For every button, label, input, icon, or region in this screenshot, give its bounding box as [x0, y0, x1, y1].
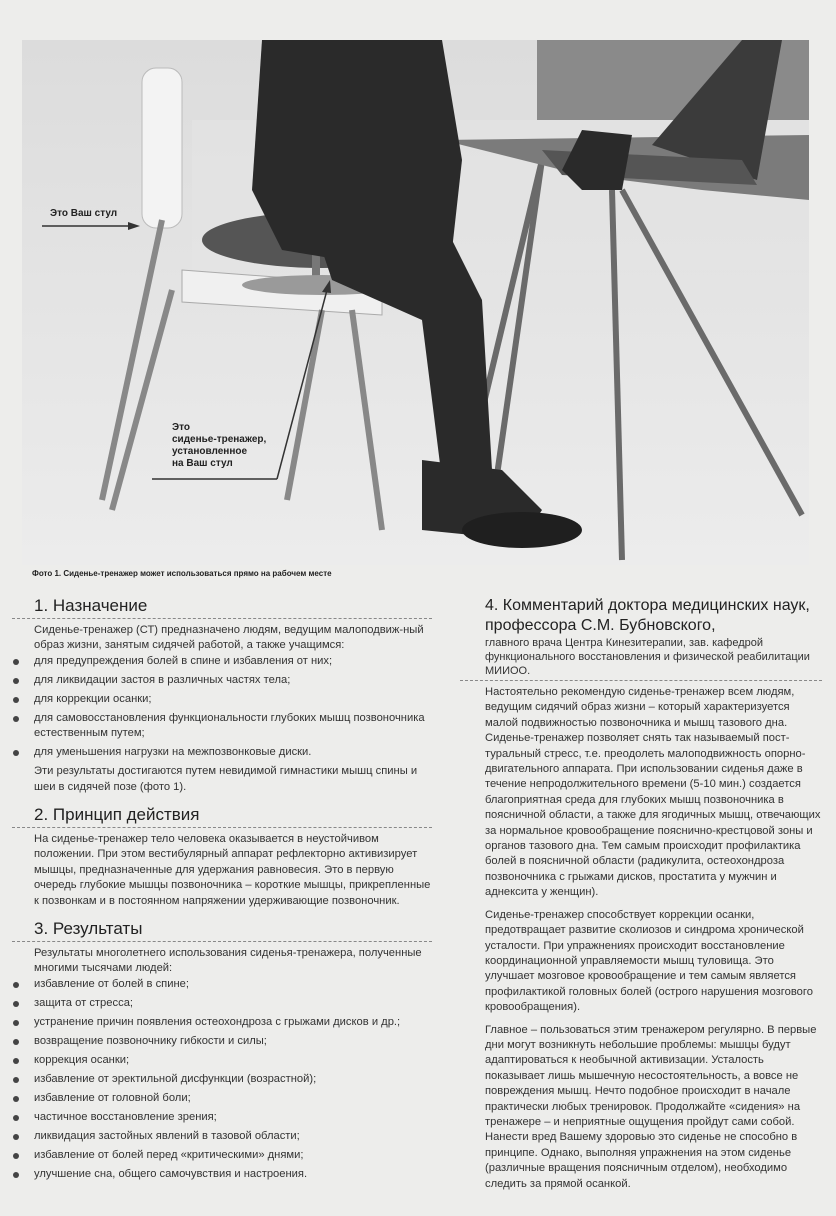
section-title: 3. Результаты [34, 919, 143, 939]
list-item: для уменьшения нагрузки на межпозвонковые диски. [12, 745, 432, 760]
list-item: ликвидация застойных явлений в тазовой области; [12, 1129, 432, 1144]
label-your-chair: Это Ваш стул [50, 208, 118, 219]
comment-paragraph: Сиденье-тренажер способствует коррекции осанки, предотвращает развитие сколиозов и синдрома хронической усталости. При упражнениях происходит восстановление координационной управляемости мышц туловища. Это улучшает мозговое кровообращение и тем самым является профилактикой головных болей (острого нарушения мозгового кровообращения). [485, 908, 813, 1014]
section-subtitle: главного врача Центра Кинезитерапии, зав. кафедрой функционального восстановления и физической реабилитации МИИОО. [485, 637, 810, 677]
list-item: частичное восстановление зрения; [12, 1110, 432, 1125]
label-line: Это [172, 422, 190, 433]
section-purpose [12, 596, 432, 795]
list-item: избавление от болей в спине; [12, 977, 432, 992]
label-line: сиденье-тренажер, [172, 434, 267, 445]
label-trainer-seat [172, 422, 266, 470]
section-results [12, 919, 432, 1182]
list-item: возвращение позвоночнику гибкости и силы; [12, 1034, 432, 1049]
list-item: избавление от головной боли; [12, 1091, 432, 1106]
section-title: 1. Назначение [34, 596, 148, 615]
section-title: 4. Комментарий доктора медицинских наук, профессора С.М. Бубновского, [485, 597, 810, 634]
label-line: установленное [172, 446, 248, 457]
left-column [12, 596, 432, 1192]
purpose-list [12, 654, 432, 761]
photo-caption: Фото 1. Сиденье-тренажер может использоваться прямо на рабочем месте [32, 569, 332, 578]
results-list [12, 977, 432, 1182]
section-principle [12, 805, 432, 909]
section-intro: Результаты многолетнего использования сиденья-тренажера, полученные многими тысячами людей: [34, 947, 422, 975]
photo-illustration [22, 40, 809, 565]
list-item: избавление от эректильной дисфункции (возрастной); [12, 1072, 432, 1087]
comment-paragraph: Настоятельно рекомендую сиденье-тренажер всем людям, ведущим сидячий образ жизни – который характеризуется малой подвижностью позвоночника и мышц тазового дна. Сиденье-тренажер позволяет снять так называемый пост-туральный стресс, т.е. преодолеть малоподвижность опорно-двигательного аппарата. При использовании сиденья даже в течение непродолжительного времени (5-10 мин.) создается благоприятная среда для глубоких мышц позвоночника в поясничной области, а также для ягодичных мышц, отвечающих за нормальное кровообращение пояснично-крестцовой зоны и органов тазового дна. Тем самым происходит профилактика болей в поясничной области (радикулита, остеохондроза позвоночника с грыжами дисков, простатита у мужчин и аднексита у женщин). [485, 686, 821, 899]
product-photo [22, 40, 809, 565]
section-text: На сиденье-тренажер тело человека оказывается в неустойчивом положении. При этом вестибулярный аппарат рефлекторно активизирует мышцы, предназначенные для удержания равновесия. Это в первую очередь глубокие мышцы позвоночника – короткие мышцы, прикрепленные к позвонкам и в постоянном напряжении удерживающие позвоночник. [34, 833, 431, 907]
list-item: защита от стресса; [12, 996, 432, 1011]
list-item: для самовосстановления функциональности глубоких мышц позвоночника естественным путем; [12, 711, 432, 742]
divider [12, 941, 432, 942]
section-note: Эти результаты достигаются путем невидимой гимнастики мышц спины и шеи в сидячей позе (фото 1). [34, 765, 418, 793]
section-intro: Сиденье-тренажер (СТ) предназначено людям, ведущим малоподвиж-ный образ жизни, занятым сидячей работой, а также учащимся: [34, 624, 424, 652]
list-item: улучшение сна, общего самочувствия и настроения. [12, 1167, 432, 1182]
right-column [460, 596, 822, 1199]
comment-paragraph: Главное – пользоваться этим тренажером регулярно. В первые дни могут возникнуть небольшие проблемы: мышцы будут адаптироваться к необычной активизации. Усталость показывает лишь мышечную несостоятельность, а вовсе не повреждения мышц. Нечто подобное происходит в начале практически любых тренировок. Продолжайте «сидения» на тренажере – и неприятные ощущения пройдут сами собой. Нанести вред Вашему здоровью это сиденье не способно в принципе. Однако, выполняя упражнения на этом сиденье (различные вращения поясничным отделом), необходимо следить за прямой осанкой. [485, 1023, 817, 1190]
list-item: коррекция осанки; [12, 1053, 432, 1068]
list-item: для ликвидации застоя в различных частях тела; [12, 673, 432, 688]
divider [12, 827, 432, 828]
divider [12, 618, 432, 619]
section-title: 2. Принцип действия [34, 805, 200, 825]
list-item: для коррекции осанки; [12, 692, 432, 707]
label-line: на Ваш стул [172, 458, 233, 469]
list-item: устранение причин появления остеохондроза с грыжами дисков и др.; [12, 1015, 432, 1030]
list-item: для предупреждения болей в спине и избавления от них; [12, 654, 432, 669]
list-item: избавление от болей перед «критическими» днями; [12, 1148, 432, 1163]
divider [460, 680, 822, 681]
